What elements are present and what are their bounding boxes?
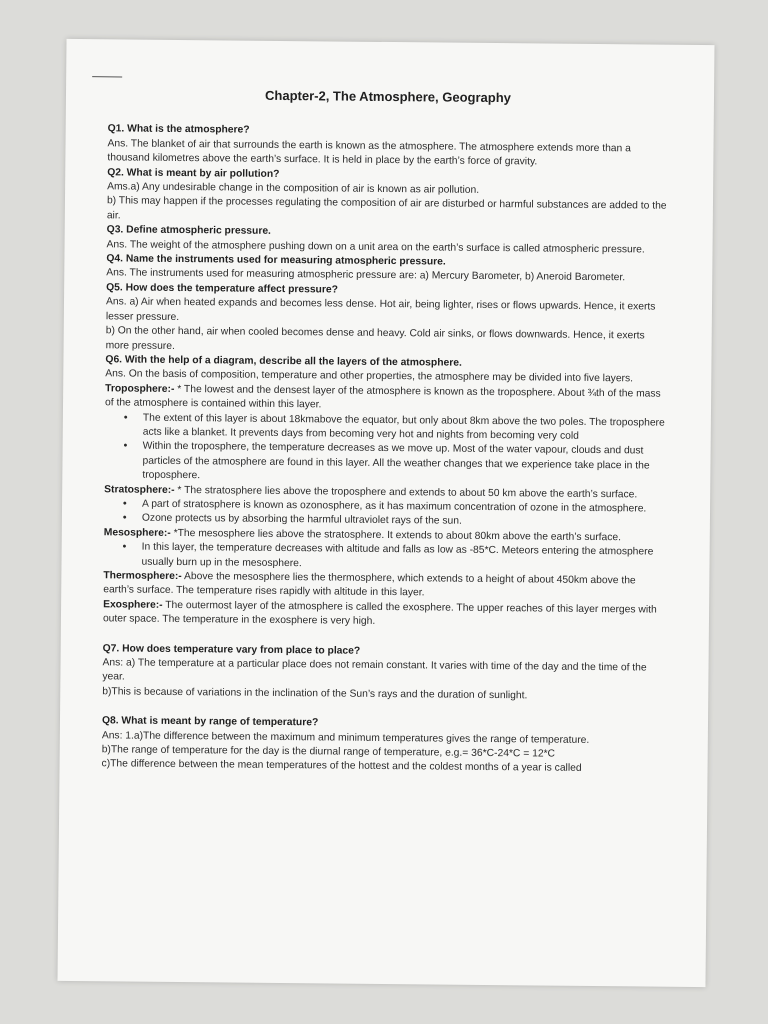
thermosphere-text: Above the mesosphere lies the thermosphere, which extends to a height of about 450km above the earth’s surface. The temperature rises rapidly with altitude in this layer. <box>103 571 636 599</box>
exosphere-text: The outermost layer of the atmosphere is called the exosphere. The upper reaches of this layer merges with outer space. The temperature in the exosphere is very high. <box>102 599 657 628</box>
q6-answer: Ans. On the basis of composition, temperature and other properties, the atmosphere may be divided into five layers. <box>105 368 634 385</box>
mesosphere-bullet-list <box>103 540 663 574</box>
mesosphere-term: Mesosphere:- <box>103 527 171 539</box>
q2-answer-a: Ams.a) Any undesirable change in the composition of air is known as air pollution. <box>107 181 480 196</box>
q3-answer: Ans. The weight of the atmosphere pushing down on a unit area on the earth’s surface is called atmospheric pressure. <box>106 238 645 256</box>
troposphere-text: * The lowest and the densest layer of the atmosphere is known as the troposphere. About ¾th of the mass of the atmosphere is contained within this layer. <box>104 383 661 411</box>
document-page <box>57 39 714 987</box>
mesosphere-text: *The mesosphere lies above the stratosphere. It extends to about 80km above the earth’s surface. <box>170 527 622 544</box>
exosphere-term: Exosphere:- <box>103 599 163 611</box>
list-item: • A part of stratosphere is known as ozonosphere, as it has maximum concentration of ozone in the atmosphere. <box>142 498 664 517</box>
q8-answer-b: b)The range of temperature for the day is the diurnal range of temperature, e.g.= 36*C-24*C = 12*C <box>101 744 556 760</box>
q5-question: Q5. How does the temperature affect pressure? <box>106 282 338 296</box>
q2-question: Q2. What is meant by air pollution? <box>107 166 280 180</box>
margin-dash-mark <box>92 76 122 77</box>
q5-answer-b: b) On the other hand, air when cooled becomes dense and heavy. Cold air sinks, or flows downwards. Hence, it exerts more pressure. <box>105 325 645 352</box>
document-title: Chapter-2, The Atmosphere, Geography <box>265 87 511 106</box>
stratosphere-term: Stratosphere:- <box>104 483 175 496</box>
q2-answer-b: b) This may happen if the processes regulating the composition of air are disturbed or harmful substances are added to the air. <box>106 195 667 222</box>
q8-answer-a: Ans: 1.a)The difference between the maximum and minimum temperatures gives the range of temperature. <box>101 729 590 746</box>
q8-answer-c: c)The difference between the mean temperatures of the hottest and the coldest months of a year is called <box>101 758 582 775</box>
q7-answer-a: Ans: a) The temperature at a particular place does not remain constant. It varies with time of the day and the time of the year. <box>102 657 647 683</box>
q4-question: Q4. Name the instruments used for measuring atmospheric pressure. <box>106 253 446 268</box>
stratosphere-text: * The stratosphere lies above the troposphere and extends to about 50 km above the earth’s surface. <box>174 484 638 500</box>
q4-answer: Ans. The instruments used for measuring atmospheric pressure are: a) Mercury Barometer, b) Aneroid Barometer. <box>106 267 626 284</box>
q7-answer-b: b)This is because of variations in the inclination of the Sun’s rays and the duration of sunlight. <box>102 686 528 702</box>
q1-answer: Ans. The blanket of air that surrounds the earth is known as the atmosphere. The atmosphere extends more than a thousand kilometres above the earth’s surface. It is held in place by the earth’s force of gravity. <box>107 138 631 168</box>
list-item: • Ozone protects us by absorbing the harmful ultraviolet rays of the sun. <box>142 512 664 531</box>
list-item: • In this layer, the temperature decreases with altitude and falls as low as -85*C. Meteors entering the atmosphere usually burn up in the mesosphere. <box>141 541 663 575</box>
troposphere-bullet-list <box>104 411 665 488</box>
document-body <box>101 87 668 777</box>
list-item: • Within the troposphere, the temperature decreases as we move up. Most of the water vapour, clouds and dust particles of the atmosphere are found in this layer. All the weather changes that we experience take place in the troposphere. <box>142 440 664 488</box>
stratosphere-bullet-list <box>104 497 664 531</box>
q6-question: Q6. With the help of a diagram, describe all the layers of the atmosphere. <box>105 354 462 369</box>
q5-answer-a: Ans. a) Air when heated expands and becomes less dense. Hot air, being lighter, rises or flows upwards. Hence, it exerts lesser pressure. <box>105 296 656 323</box>
q3-question: Q3. Define atmospheric pressure. <box>106 224 271 238</box>
exosphere-paragraph <box>103 598 663 632</box>
q8-question: Q8. What is meant by range of temperature? <box>101 715 319 729</box>
q1-question: Q1. What is the atmosphere? <box>107 123 250 137</box>
q7-question: Q7. How does temperature vary from place to place? <box>102 642 361 657</box>
list-item: • The extent of this layer is about 18kmabove the equator, but only about 8km above the two poles. The troposphere acts like a blanket. It prevents days from becoming very hot and nights from becoming very cold <box>143 411 665 445</box>
troposphere-term: Troposphere:- <box>105 383 175 395</box>
thermosphere-term: Thermosphere:- <box>103 570 182 583</box>
